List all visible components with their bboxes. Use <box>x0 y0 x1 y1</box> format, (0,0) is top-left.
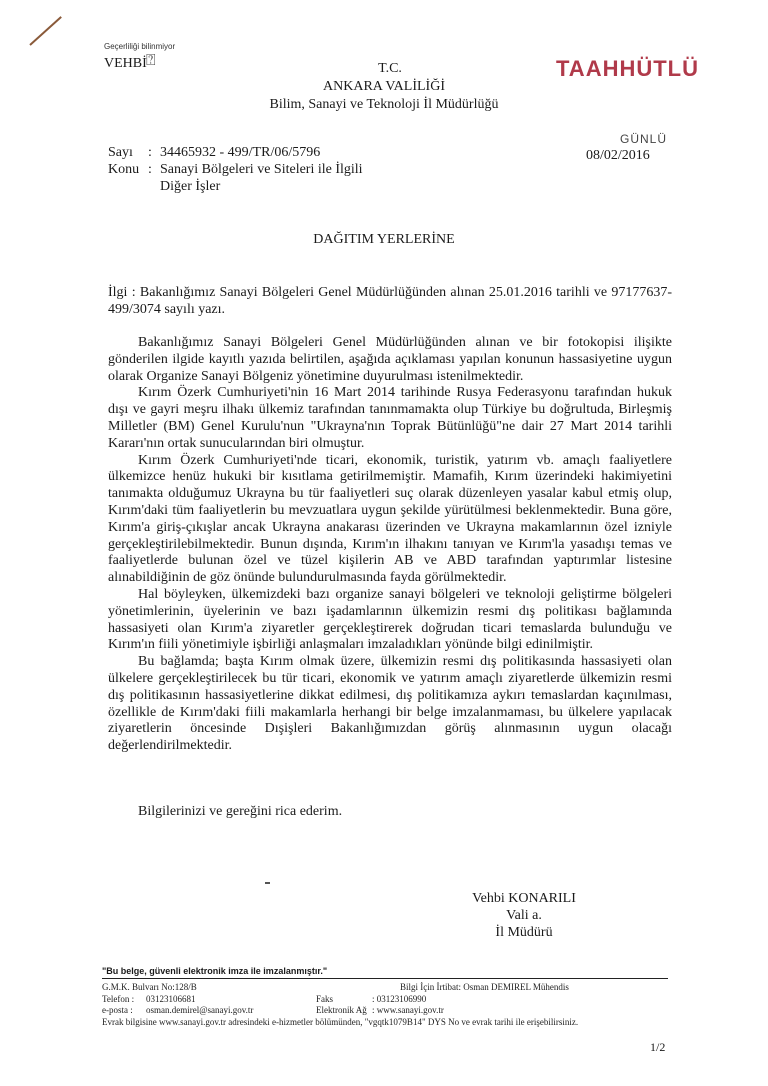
footer-fax-label: Faks <box>316 993 334 1004</box>
sayi-label: Sayı <box>108 145 133 160</box>
reference-block <box>108 144 363 195</box>
sayi-value: 34465932 - 499/TR/06/5796 <box>160 145 321 160</box>
urgency-label: GÜNLÜ <box>620 132 668 146</box>
footer-address: G.M.K. Bulvarı No:128/B <box>102 982 197 992</box>
ilgi-reference: İlgi : Bakanlığımız Sanayi Bölgeleri Genel Müdürlüğünden alınan 25.01.2016 tarihli ve 97177637-499/3074 sayılı yazı. <box>108 285 672 317</box>
footer-web[interactable]: : www.sanayi.gov.tr <box>372 1005 444 1015</box>
e-signature-note: "Bu belge, güvenli elektronik imza ile imzalanmıştır." <box>102 966 328 976</box>
konu-value-continued: Diğer İşler <box>160 179 221 194</box>
footer-fax: : 03123106990 <box>372 993 427 1004</box>
body-paragraph: Bu bağlamda; başta Kırım olmak üzere, ülkemizin resmi dış politikasında hassasiyeti olan ülkelere gerçekleştirilecek bu tür ticari, ekonomik ve yatırım amaçlı ziyaretlerde ülkemizin resmi dış politikasının hassasiyetlerine dikkat edilmesi, dış politikamıza aykırı temaslardan kaçınılması, özellikle de Kırım'daki fiili makamlarla herhangi bir belge imzalanmaması, bu ülkelere yapılacak ziyaretlerin öncesinde Dışişleri Bakanlığımızdan görüş alınmasının uygun olacağı değerlendirilmektedir. <box>108 654 672 754</box>
footer-phone: 03123106681 <box>146 993 196 1004</box>
footer-contact: Bilgi İçin İrtibat: Osman DEMIREL Mühendis <box>400 982 569 992</box>
addressee: DAĞITIM YERLERİNE <box>313 232 455 247</box>
letterhead-line3: Bilim, Sanayi ve Teknoloji İl Müdürlüğü <box>269 97 499 112</box>
letterhead-line2: ANKARA VALİLİĞİ <box>323 79 445 94</box>
letterhead-line1: T.C. <box>378 61 402 76</box>
pen-mark <box>29 16 62 46</box>
footer-divider <box>102 978 668 979</box>
body-paragraph: Bakanlığımız Sanayi Bölgeleri Genel Müdürlüğünden alınan ve bir fotokopisi ilişikte gönderilen ilgide kayıtlı yazıda belirtilen, aşağıda açıklaması yapılan konunun hassasiyetine uygun olarak Organize Sanayi Bölgeniz yönetimine duyurulması istenilmektedir. <box>108 335 672 384</box>
colon: : <box>148 162 152 177</box>
signer-title: İl Müdürü <box>495 925 553 940</box>
page-number: 1/2 <box>650 1040 666 1054</box>
footer-email[interactable]: osman.demirel@sanayi.gov.tr <box>146 1005 254 1015</box>
konu-value: Sanayi Bölgeleri ve Siteleri ile İlgili <box>160 162 363 177</box>
letterhead <box>0 60 768 114</box>
signature-short-name: VEHBİ <box>104 56 147 71</box>
signer-role: Vali a. <box>506 908 542 923</box>
question-mark-icon: ⍰ <box>146 52 156 69</box>
registered-stamp: TAAHHÜTLÜ <box>556 56 700 81</box>
footer-phone-label: Telefon : <box>102 993 135 1004</box>
closing-sentence: Bilgilerinizi ve gereğini rica ederim. <box>138 804 343 819</box>
footer-web-label: Elektronik Ağ <box>316 1005 367 1015</box>
body-paragraph: Hal böyleyken, ülkemizdeki bazı organize sanayi bölgeleri ve teknoloji geliştirme bölgeleri yönetimlerinin, üyelerinin ve bazı işadamlarının ülkemizin resmi dış politikası bağlamında hassasiyeti olan Kırım'a ziyaretler gerçekleştirerek doğrudan ticari temaslarda bulunduğu ve Kırım'ın fiili yönetimiyle işbirliği anlaşmaları imzaladıkları yönünde bilgi edinilmiştir. <box>108 586 672 653</box>
scan-mark <box>265 882 270 884</box>
body-paragraph: Kırım Özerk Cumhuriyeti'nde ticari, ekonomik, turistik, yatırım vb. amaçlı faaliyetlere ülkemizce henüz hukuki bir kısıtlama getirilmemiştir. Mamafih, Kırım üzerindeki hakimiyetini tanımakta olduğumuz Ukrayna bu tür faaliyetleri suç olarak düzenleyen yasalar kabul etmiş olup, Kırım'daki tüm faaliyetlerin bu mevzuatlara uygun şekilde yürütülmesi beklenmektedir. Buna göre, Kırım'a giriş-çıkışlar ancak Ukrayna anakarası üzerinden ve Ukrayna makamlarının özel izniyle gerçekleştirilebilmektedir. Bunun dışında, Kırım'ın ilhakını tanıyan ve Kırım'la yasadışı temas ve faaliyetlerde bulunan özel ve tüzel kişilerin AB ve ABD tarafından yaptırımlar listesine alınabildiğinin de göz önünde bulundurulmasında fayda görülmektedir. <box>108 452 672 586</box>
signature-validity-caption: Geçerliliği bilinmiyor <box>104 42 176 51</box>
body-paragraph: Kırım Özerk Cumhuriyeti'nin 16 Mart 2014 tarihinde Rusya Federasyonu tarafından hukuk dışı ve gayri meşru ilhakı ülkemiz tarafından tanınmamakta olup Türkiye bu doğrultuda, Birleşmiş Milletler (BM) Genel Kurulu'nun "Ukrayna'nın Toprak Bütünlüğü"ne dair 27 Mart 2014 tarihli Kararı'nın ortak sunucularından biri olmuştur. <box>108 385 672 451</box>
document-date: 08/02/2016 <box>586 148 650 163</box>
colon: : <box>148 145 152 160</box>
footer-verify-note: Evrak bilgisine www.sanayi.gov.tr adresindeki e-hizmetler bölümünden, "vgqtk1079B14" DYS No ve evrak tarihi ile erişebilirsiniz. <box>102 1016 579 1027</box>
footer-email-label: e-posta : <box>102 1005 133 1015</box>
signer-name: Vehbi KONARILI <box>472 891 576 906</box>
letter-body <box>108 335 672 755</box>
footer <box>102 982 672 1028</box>
signature-block <box>460 890 588 941</box>
konu-label: Konu <box>108 162 140 177</box>
